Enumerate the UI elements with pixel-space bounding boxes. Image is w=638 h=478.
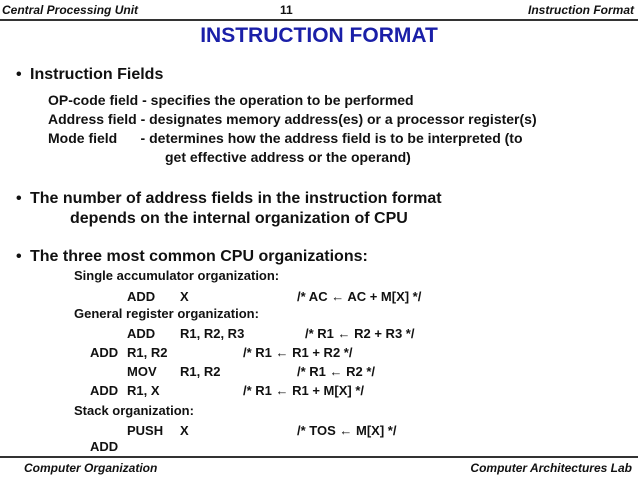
instr-comment: /* R1 ← R1 + R2 */	[243, 345, 353, 360]
instr-args: X	[180, 289, 189, 304]
opcode-field-line: OP-code field - specifies the operation to be performed	[48, 92, 414, 108]
address-fields-line1: The number of address fields in the instruction format	[30, 190, 442, 207]
org-single-accumulator: Single accumulator organization:	[74, 268, 280, 283]
instr-args: X	[180, 423, 189, 438]
bullet-dot: •	[16, 190, 22, 207]
bullet-address-fields	[16, 190, 442, 208]
mode-field-line: Mode field - determines how the address field is to be interpreted (to	[48, 130, 523, 146]
section-heading: The three most common CPU organizations:	[30, 248, 368, 265]
instr-op: ADD	[90, 439, 119, 454]
footer-divider	[0, 456, 638, 458]
instr-op: MOV	[127, 364, 157, 379]
instr-args: R1, X	[127, 383, 160, 398]
instr-op: PUSH	[127, 423, 164, 438]
instr-args: R1, R2	[127, 345, 168, 360]
instr-comment: /* AC ← AC + M[X] */	[297, 289, 422, 304]
bullet-dot: •	[16, 248, 22, 265]
instr-op: ADD	[127, 326, 156, 341]
address-field-line: Address field - designates memory address(es) or a processor register(s)	[48, 111, 537, 127]
org-general-register: General register organization:	[74, 306, 259, 321]
instr-args: R1, R2	[180, 364, 221, 379]
org-stack: Stack organization:	[74, 403, 194, 418]
section-heading: Instruction Fields	[30, 66, 164, 83]
instr-op: ADD	[127, 289, 156, 304]
slide-title: INSTRUCTION FORMAT	[200, 24, 438, 47]
address-fields-line2: depends on the internal organization of CPU	[70, 210, 408, 227]
header-divider	[0, 19, 638, 21]
page-number: 11	[280, 3, 293, 17]
bullet-dot: •	[16, 66, 22, 83]
header-section-title: Instruction Format	[527, 3, 634, 17]
instr-comment: /* TOS ← M[X] */	[297, 423, 397, 438]
instr-args: R1, R2, R3	[180, 326, 245, 341]
instr-comment: /* R1 ← R2 */	[297, 364, 376, 379]
instr-op: ADD	[90, 383, 119, 398]
bullet-instruction-fields	[16, 66, 163, 84]
footer-lab: Computer Architectures Lab	[470, 461, 632, 475]
instr-comment: /* R1 ← R2 + R3 */	[305, 326, 415, 341]
header-course-title: Central Processing Unit	[2, 3, 139, 17]
mode-field-line-cont: get effective address or the operand)	[165, 149, 411, 165]
instr-comment: /* R1 ← R1 + M[X] */	[243, 383, 364, 398]
instr-op: ADD	[90, 345, 119, 360]
bullet-cpu-organizations	[16, 248, 368, 266]
footer-course: Computer Organization	[24, 461, 158, 475]
